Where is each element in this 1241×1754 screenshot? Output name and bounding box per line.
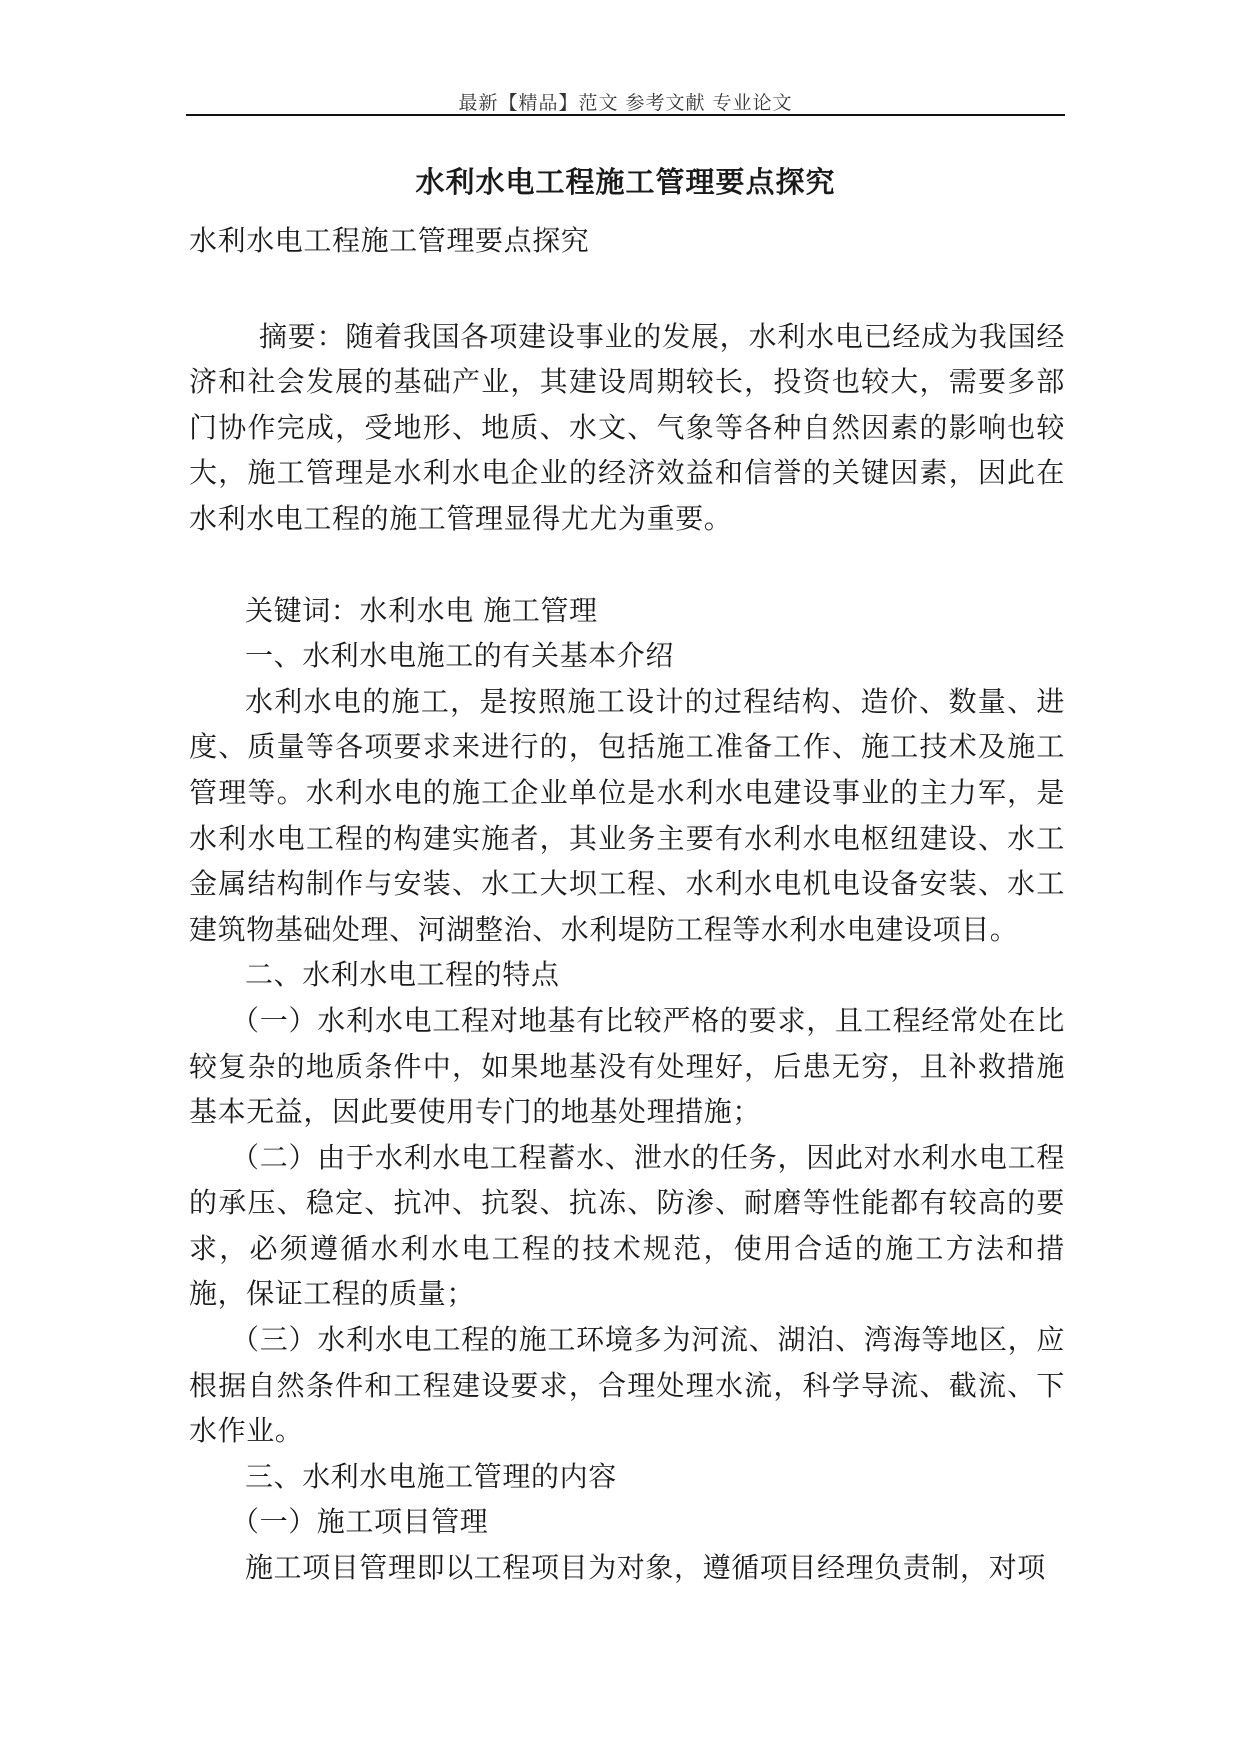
header-divider (186, 114, 1065, 116)
section-heading-1: 一、水利水电施工的有关基本介绍 (245, 639, 675, 673)
section-item-2-1: （一）水利水电工程对地基有比较严格的要求，且工程经常处在比较复杂的地质条件中，如果地基没有处理好，后患无穷，且补救措施基本无益，因此要使用专门的地基处理措施； (189, 1003, 1065, 1129)
section-heading-3: 三、水利水电施工管理的内容 (245, 1459, 617, 1493)
keywords-line: 关键词：水利水电 施工管理 (245, 593, 598, 627)
document-title: 水利水电工程施工管理要点探究 (415, 165, 836, 199)
section-item-2-3: （三）水利水电工程的施工环境多为河流、湖泊、湾海等地区，应根据自然条件和工程建设要求，合理处理水流，科学导流、截流、下水作业。 (189, 1323, 1065, 1448)
abstract-paragraph: 摘要：随着我国各项建设事业的发展，水利水电已经成为我国经济和社会发展的基础产业，其建设周期较长，投资也较大，需要多部门协作完成，受地形、地质、水文、气象等各种自然因素的影响也较大，施工管理是水利水电企业的经济效益和信誉的关键因素，因此在水利水电工程的施工管理显得尤尤为重要。 (189, 319, 1065, 535)
page-header: 最新【精品】范文 参考文献 专业论文 (458, 92, 793, 114)
section-paragraph-3: 施工项目管理即以工程项目为对象，遵循项目经理负责制，对项 (245, 1551, 1046, 1585)
section-paragraph-1: 水利水电的施工，是按照施工设计的过程结构、造价、数量、进度、质量等各项要求来进行的，包括施工准备工作、施工技术及施工管理等。水利水电的施工企业单位是水利水电建设事业的主力军，是水利水电工程的构建实施者，其业务主要有水利水电枢纽建设、水工金属结构制作与安装、水工大坝工程、水利水电机电设备安装、水工建筑物基础处理、河湖整治、水利堤防工程等水利水电建设项目。 (189, 684, 1065, 946)
document-body (189, 218, 1065, 1591)
document-subtitle: 水利水电工程施工管理要点探究 (189, 224, 590, 257)
section-heading-2: 二、水利水电工程的特点 (245, 958, 560, 992)
section-item-2-2: （二）由于水利水电工程蓄水、泄水的任务，因此对水利水电工程的承压、稳定、抗冲、抗裂、抗冻、防渗、耐磨等性能都有较高的要求，必须遵循水利水电工程的技术规范，使用合适的施工方法和措施，保证工程的质量； (189, 1140, 1065, 1311)
spacer (189, 542, 1065, 588)
section-subheading-3-1: （一）施工项目管理 (231, 1505, 489, 1539)
